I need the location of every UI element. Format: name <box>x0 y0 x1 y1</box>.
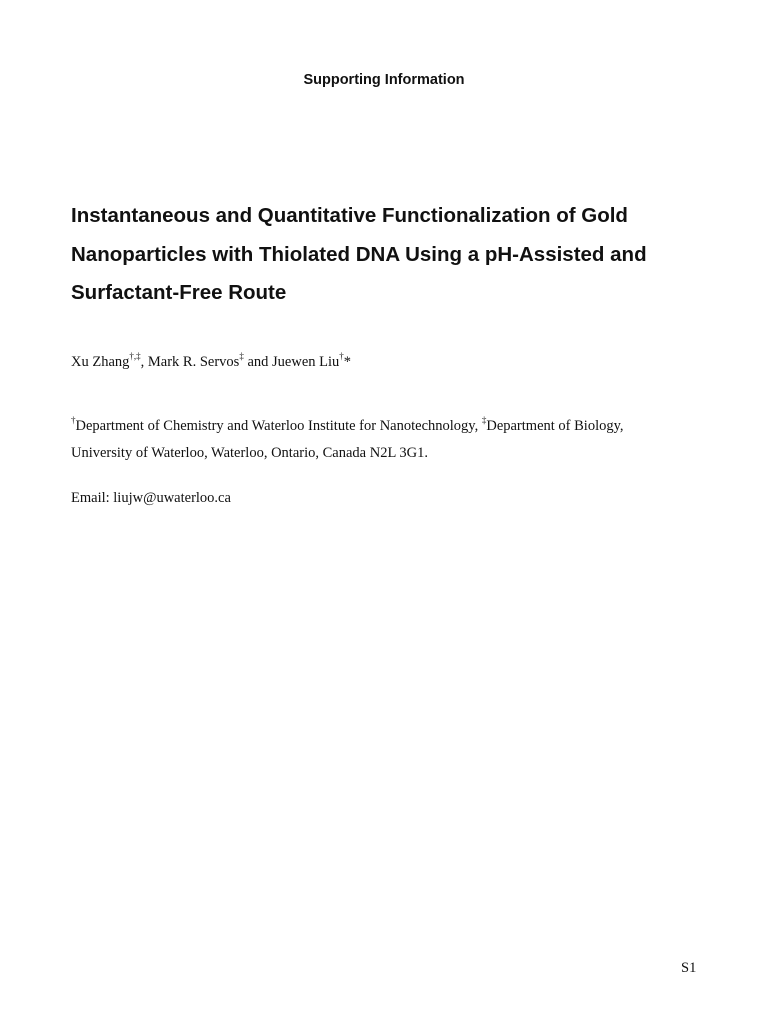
affiliation-text: Department of Chemistry and Waterloo Institute for Nanotechnology, <box>75 418 482 434</box>
affiliation-mark: † <box>71 415 76 426</box>
page-number: S1 <box>681 960 697 976</box>
author-list <box>71 351 352 371</box>
affiliation-line-2: University of Waterloo, Waterloo, Ontario, Canada N2L 3G1. <box>71 445 428 461</box>
title-line-1: Instantaneous and Quantitative Functionalization of Gold <box>71 204 628 227</box>
author-separator: , <box>140 354 148 370</box>
title-line-3: Surfactant-Free Route <box>71 281 287 304</box>
author-name: Mark R. Servos <box>147 354 240 370</box>
affiliation-mark: †,‡ <box>129 351 141 362</box>
contact-email: Email: liujw@uwaterloo.ca <box>71 490 231 506</box>
title-line-2: Nanoparticles with Thiolated DNA Using a pH-Assisted and <box>71 242 647 266</box>
affiliations <box>71 413 691 467</box>
supporting-information-header: Supporting Information <box>303 72 465 88</box>
author-name: Juewen Liu <box>272 354 340 370</box>
affiliation-mark: ‡ <box>239 351 244 362</box>
author-separator: and <box>243 354 273 370</box>
paper-title <box>71 197 711 313</box>
affiliation-line-1 <box>71 413 691 440</box>
corresponding-author-mark: * <box>343 354 352 370</box>
affiliation-mark: ‡ <box>481 415 487 426</box>
affiliation-text: Department of Biology, <box>486 418 624 434</box>
author-name: Xu Zhang <box>71 354 130 370</box>
affiliation-mark: † <box>339 351 344 362</box>
